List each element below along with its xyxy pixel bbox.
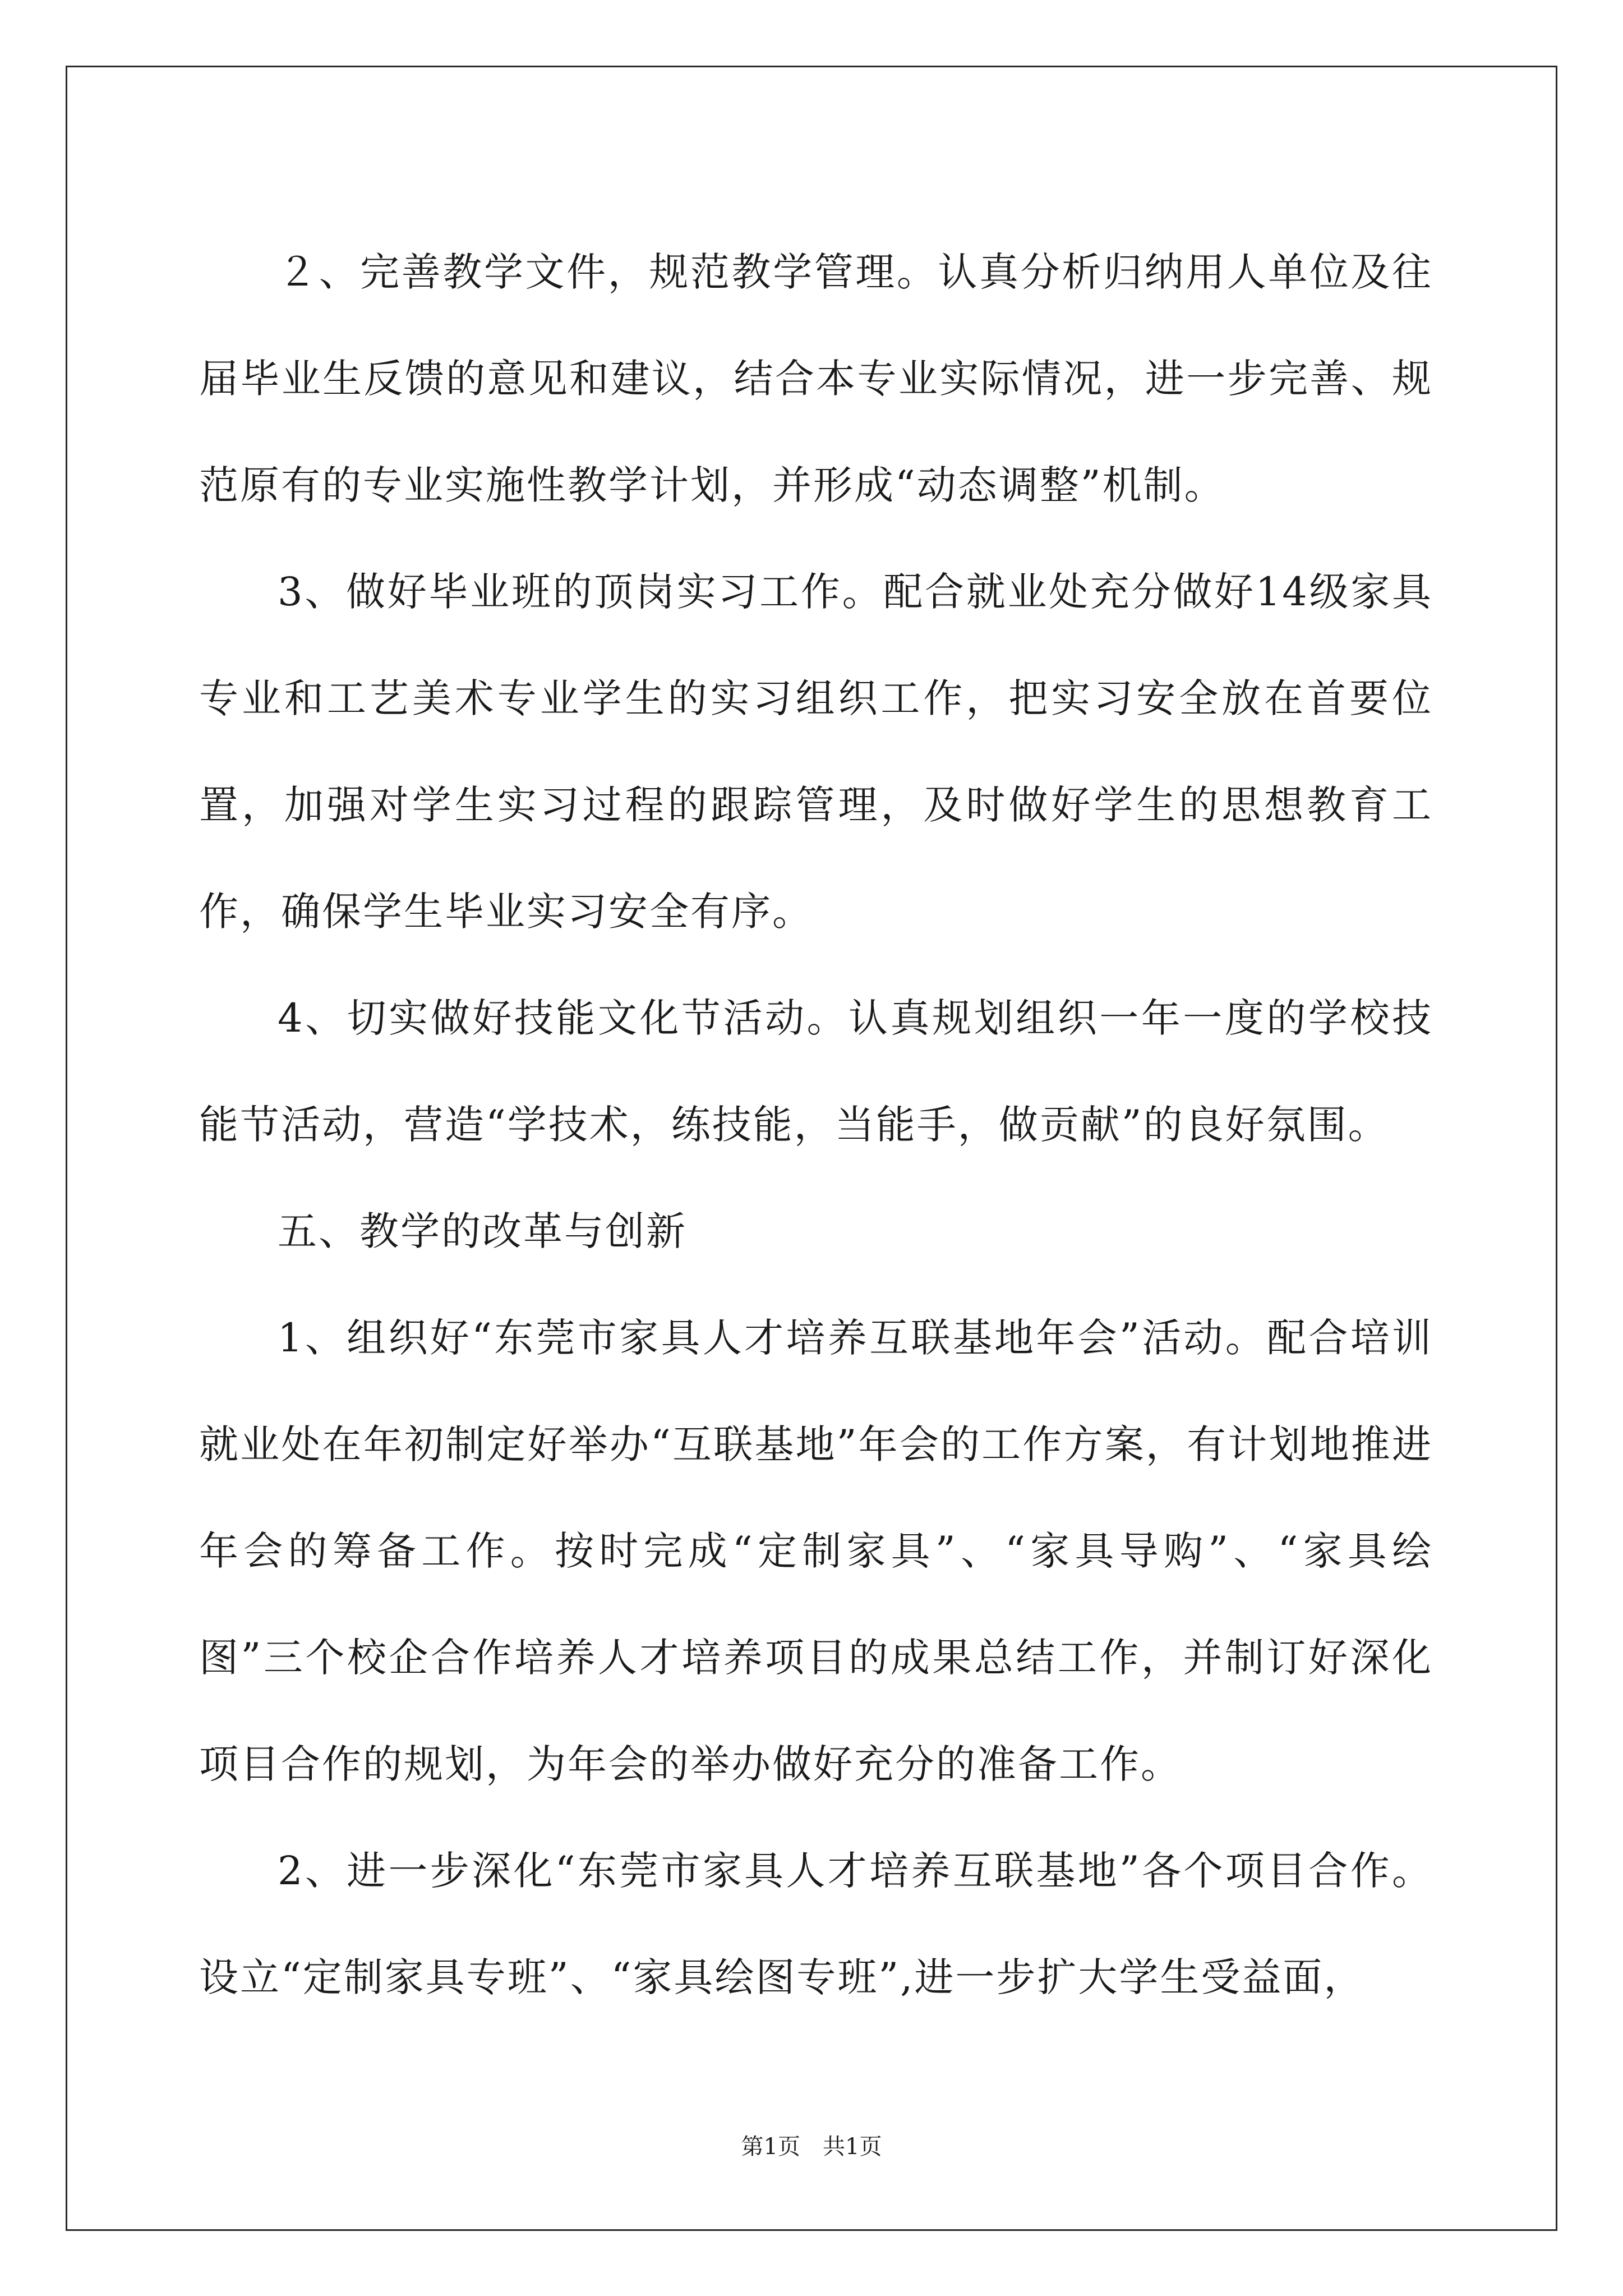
page-number-current: 第1页 — [741, 2134, 800, 2160]
page-number-total: 共1页 — [823, 2134, 882, 2160]
paragraph-project-cooperation: 2、进一步深化“东莞市家具人才培养互联基地”各个项目合作。设立“定制家具专班”、“家具绘图专班”,进一步扩大学生受益面， — [199, 1848, 1433, 2000]
paragraph-skills-festival: 4、切实做好技能文化节活动。认真规划组织一年一度的学校技能节活动，营造“学技术，练技能，当能手，做贡献”的良好氛围。 — [199, 995, 1433, 1148]
paragraph-graduate-internship: 3、做好毕业班的顶岗实习工作。配合就业处充分做好14级家具专业和工艺美术专业学生的实习组织工作，把实习安全放在首要位置，加强对学生实习过程的跟踪管理，及时做好学生的思想教育工作，确保学生毕业实习安全有序。 — [199, 569, 1433, 935]
section-heading-reform: 五、教学的改革与创新 — [278, 1208, 687, 1254]
paragraph-annual-meeting: 1、组织好“东莞市家具人才培养互联基地年会”活动。配合培训就业处在年初制定好举办“互联基地”年会的工作方案，有计划地推进年会的筹备工作。按时完成“定制家具”、“家具导购”、“家具绘图”三个校企合作培养人才培养项目的成果总结工作，并制订好深化项目合作的规划，为年会的举办做好充分的准备工作。 — [199, 1315, 1433, 1787]
page-footer — [0, 2129, 1623, 2161]
document-body — [199, 219, 1433, 2031]
paragraph-improve-teaching-docs: ２、完善教学文件，规范教学管理。认真分析归纳用人单位及往届毕业生反馈的意见和建议，结合本专业实际情况，进一步完善、规范原有的专业实施性教学计划，并形成“动态调整”机制。 — [199, 249, 1433, 508]
